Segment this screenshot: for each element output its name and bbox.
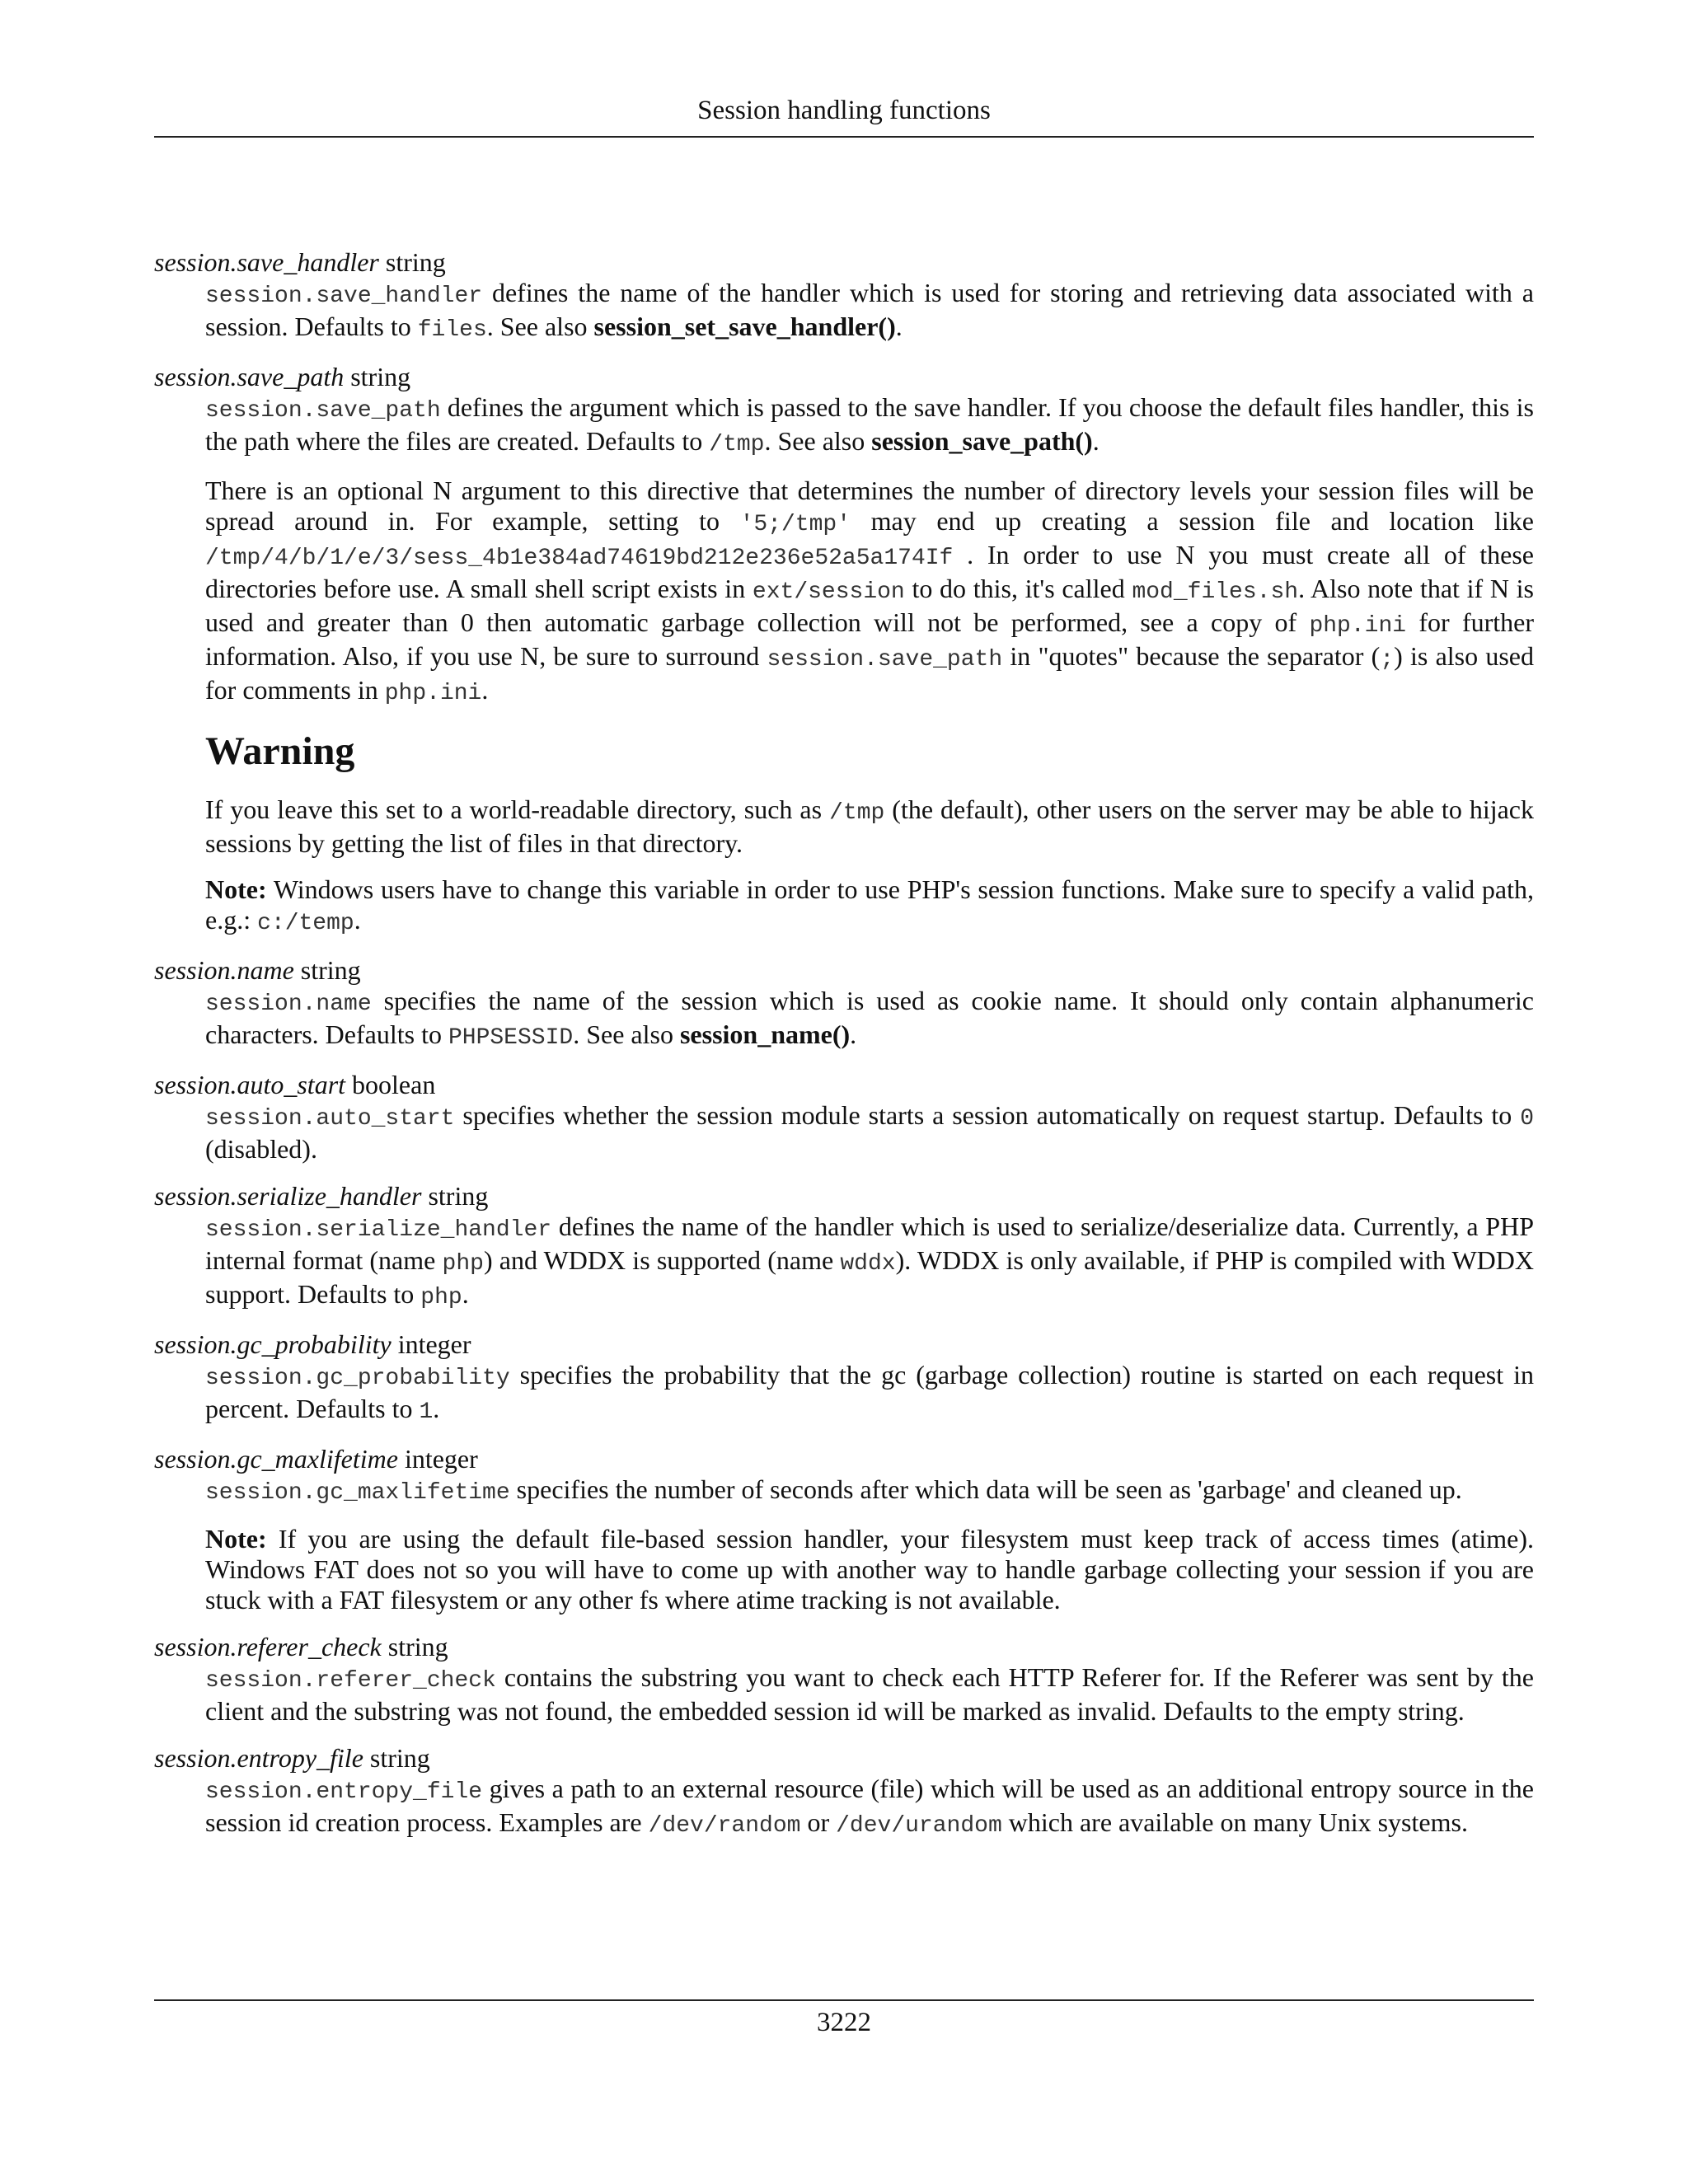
text: gives a path to an external resource (file) which will be used as an additional entropy source in the session id creation process. Examples are: [205, 1774, 1534, 1837]
directive-term: [154, 1444, 1534, 1474]
warning-heading: Warning: [205, 729, 355, 773]
text: . See also: [486, 312, 594, 341]
text: .: [1092, 426, 1100, 456]
page-footer: [154, 1999, 1534, 2041]
inline-code: php.ini: [384, 681, 482, 706]
text: . See also: [573, 1019, 680, 1049]
description-paragraph: [205, 278, 1534, 345]
text: (the default), other users on the server may be able to hijack sessions by getting the list of files in that directory.: [205, 794, 1535, 858]
directive-description: [205, 1360, 1534, 1427]
text: ). WDDX is only available, if PHP is compiled with WDDX support. Defaults to: [205, 1245, 1535, 1309]
text: for further information. Also, if you use N, be sure to surround: [205, 607, 1535, 671]
inline-code: php: [420, 1285, 462, 1310]
function-link[interactable]: session_set_save_handler(): [593, 312, 896, 341]
directive-description: [205, 1474, 1534, 1615]
text: specifies whether the session module starts a session automatically on request startup. Defaults to: [454, 1100, 1521, 1130]
text: .: [462, 1279, 469, 1309]
description-paragraph: [205, 476, 1534, 709]
inline-code: session.save_path: [767, 647, 1003, 673]
text: There is an optional N argument to this directive that determines the number of directory levels your session files will be spread around in. For example, setting to: [205, 476, 1534, 536]
text: . See also: [764, 426, 872, 456]
directive-description: [205, 392, 1534, 939]
directive-type: string: [385, 247, 446, 277]
text: defines the name of the handler which is used for storing and retrieving data associated with a session. Defaults to: [205, 278, 1534, 341]
inline-code: wddx: [840, 1251, 896, 1277]
directive-description: [205, 1100, 1534, 1165]
directive-term: [154, 1070, 1534, 1100]
description-paragraph: [205, 1662, 1534, 1727]
inline-code: php: [442, 1251, 484, 1277]
note-label: Note:: [205, 874, 267, 904]
text: defines the argument which is passed to the save handler. If you choose the default files handler, this is the path where the files are created. Defaults to: [205, 392, 1534, 456]
directive-description: [205, 986, 1534, 1053]
directive-term: [154, 1743, 1534, 1774]
directive-name: session.entropy_file: [154, 1743, 363, 1773]
function-link[interactable]: session_save_path(): [871, 426, 1093, 456]
text: .: [433, 1394, 440, 1423]
page-header: [154, 92, 1534, 138]
inline-code: session.save_handler: [205, 284, 483, 309]
directive-description: [205, 1662, 1534, 1727]
directive-list: [154, 247, 1534, 1858]
directive-term: [154, 955, 1534, 986]
directive-type: integer: [397, 1329, 471, 1359]
inline-code: session.name: [205, 991, 372, 1017]
inline-code: session.gc_maxlifetime: [205, 1480, 510, 1506]
text: which are available on many Unix systems.: [1001, 1807, 1468, 1837]
description-paragraph: [205, 392, 1534, 460]
text: in "quotes" because the separator (: [1002, 641, 1381, 671]
directive-name: session.referer_check: [154, 1632, 382, 1661]
inline-code: session.referer_check: [205, 1668, 496, 1694]
directive-type: string: [350, 362, 411, 391]
directive-type: string: [369, 1743, 430, 1773]
text: If you leave this set to a world-readable directory, such as: [205, 794, 830, 824]
note-label: Note:: [205, 1524, 267, 1554]
note-paragraph: [205, 874, 1534, 939]
description-paragraph: [205, 1100, 1534, 1165]
text: defines the name of the handler which is used to serialize/deserialize data. Currently, a PHP internal format (name: [205, 1212, 1534, 1275]
directive-name: session.name: [154, 955, 294, 985]
directive-name: session.gc_maxlifetime: [154, 1444, 398, 1474]
warning-paragraph: [205, 794, 1534, 859]
directive-type: string: [387, 1632, 448, 1661]
text: specifies the number of seconds after which data will be seen as 'garbage' and cleaned up.: [509, 1474, 1462, 1504]
text: .: [895, 312, 903, 341]
inline-code: PHPSESSID: [448, 1025, 574, 1051]
directive-name: session.save_handler: [154, 247, 379, 277]
description-paragraph: [205, 1212, 1534, 1313]
header-title: Session handling functions: [697, 96, 991, 125]
note-paragraph: [205, 1524, 1534, 1615]
directive-name: session.serialize_handler: [154, 1181, 422, 1211]
inline-code: 0: [1520, 1106, 1534, 1132]
inline-code: /tmp/4/b/1/e/3/sess_4b1e384ad74619bd212e236e52a5a174If: [205, 546, 954, 571]
text: ) and WDDX is supported (name: [483, 1245, 841, 1275]
directive-term: [154, 362, 1534, 392]
directive-name: session.gc_probability: [154, 1329, 392, 1359]
directive-term: [154, 1181, 1534, 1212]
directive-gc-probability: [154, 1329, 1534, 1427]
text: . Also note that if N is used and greater than 0 then automatic garbage collection will not be performed, see a copy of: [205, 574, 1535, 637]
description-paragraph: [205, 986, 1534, 1053]
inline-code: session.entropy_file: [205, 1779, 483, 1805]
page-number: 3222: [817, 2008, 871, 2037]
inline-code: ;: [1380, 647, 1395, 673]
text: .: [850, 1019, 857, 1049]
text: ) is also used for comments in: [205, 641, 1535, 705]
inline-code: /dev/urandom: [836, 1813, 1002, 1839]
text: specifies the name of the session which is used as cookie name. It should only contain alphanumeric characters. Defaults to: [205, 986, 1534, 1049]
directive-save-path: [154, 362, 1534, 939]
inline-code: /tmp: [709, 432, 765, 457]
directive-serialize-handler: [154, 1181, 1534, 1313]
inline-code: mod_files.sh: [1132, 579, 1299, 605]
text: . In order to use N you must create all of these directories before use. A small shell script exists in: [205, 540, 1534, 603]
text: .: [354, 905, 361, 935]
inline-code: session.save_path: [205, 398, 441, 424]
inline-code: 1: [419, 1399, 434, 1425]
inline-code: php.ini: [1309, 613, 1407, 639]
directive-type: string: [300, 955, 361, 985]
directive-description: [205, 1212, 1534, 1313]
directive-name: session.auto_start: [154, 1070, 346, 1099]
text: specifies the probability that the gc (garbage collection) routine is started on each request in percent. Defaults to: [205, 1360, 1534, 1423]
description-paragraph: [205, 1360, 1534, 1427]
directive-term: [154, 247, 1534, 278]
text: (disabled).: [205, 1134, 317, 1164]
text: Windows users have to change this variable in order to use PHP's session functions. Make sure to specify a valid path, e.g.:: [205, 874, 1534, 935]
directive-name-entry: [154, 955, 1534, 1053]
inline-code: /tmp: [829, 800, 885, 826]
inline-code: /dev/random: [648, 1813, 801, 1839]
text: or: [800, 1807, 837, 1837]
directive-auto-start: [154, 1070, 1534, 1165]
function-link[interactable]: session_name(): [679, 1019, 851, 1049]
inline-code: ext/session: [752, 579, 905, 605]
directive-type: boolean: [352, 1070, 436, 1099]
text: If you are using the default file-based session handler, your filesystem must keep track of access times (atime). Windows FAT does not so you will have to come up with another way to handle garbage collecting your session if you are stuck with a FAT filesystem or any other fs where atime tracking is not available.: [205, 1524, 1534, 1615]
text: contains the substring you want to check each HTTP Referer for. If the Referer was sent by the client and the substring was not found, the embedded session id will be marked as invalid. Defaults to the empty string.: [205, 1662, 1534, 1726]
text: may end up creating a session file and location like: [851, 506, 1535, 536]
directive-description: [205, 1774, 1534, 1841]
directive-term: [154, 1632, 1534, 1662]
inline-code: files: [417, 317, 487, 343]
text: to do this, it's called: [904, 574, 1132, 603]
inline-code: session.gc_probability: [205, 1366, 510, 1391]
directive-save-handler: [154, 247, 1534, 345]
description-paragraph: [205, 1774, 1534, 1841]
directive-entropy-file: [154, 1743, 1534, 1841]
directive-gc-maxlifetime: [154, 1444, 1534, 1615]
directive-term: [154, 1329, 1534, 1360]
text: .: [481, 675, 489, 705]
directive-type: string: [428, 1181, 489, 1211]
directive-description: [205, 278, 1534, 345]
inline-code: session.auto_start: [205, 1106, 455, 1132]
description-paragraph: [205, 1474, 1534, 1508]
inline-code: session.serialize_handler: [205, 1217, 552, 1243]
directive-referer-check: [154, 1632, 1534, 1727]
directive-type: integer: [404, 1444, 478, 1474]
inline-code: c:/temp: [257, 911, 354, 936]
directive-name: session.save_path: [154, 362, 345, 391]
inline-code: '5;/tmp': [739, 512, 851, 537]
